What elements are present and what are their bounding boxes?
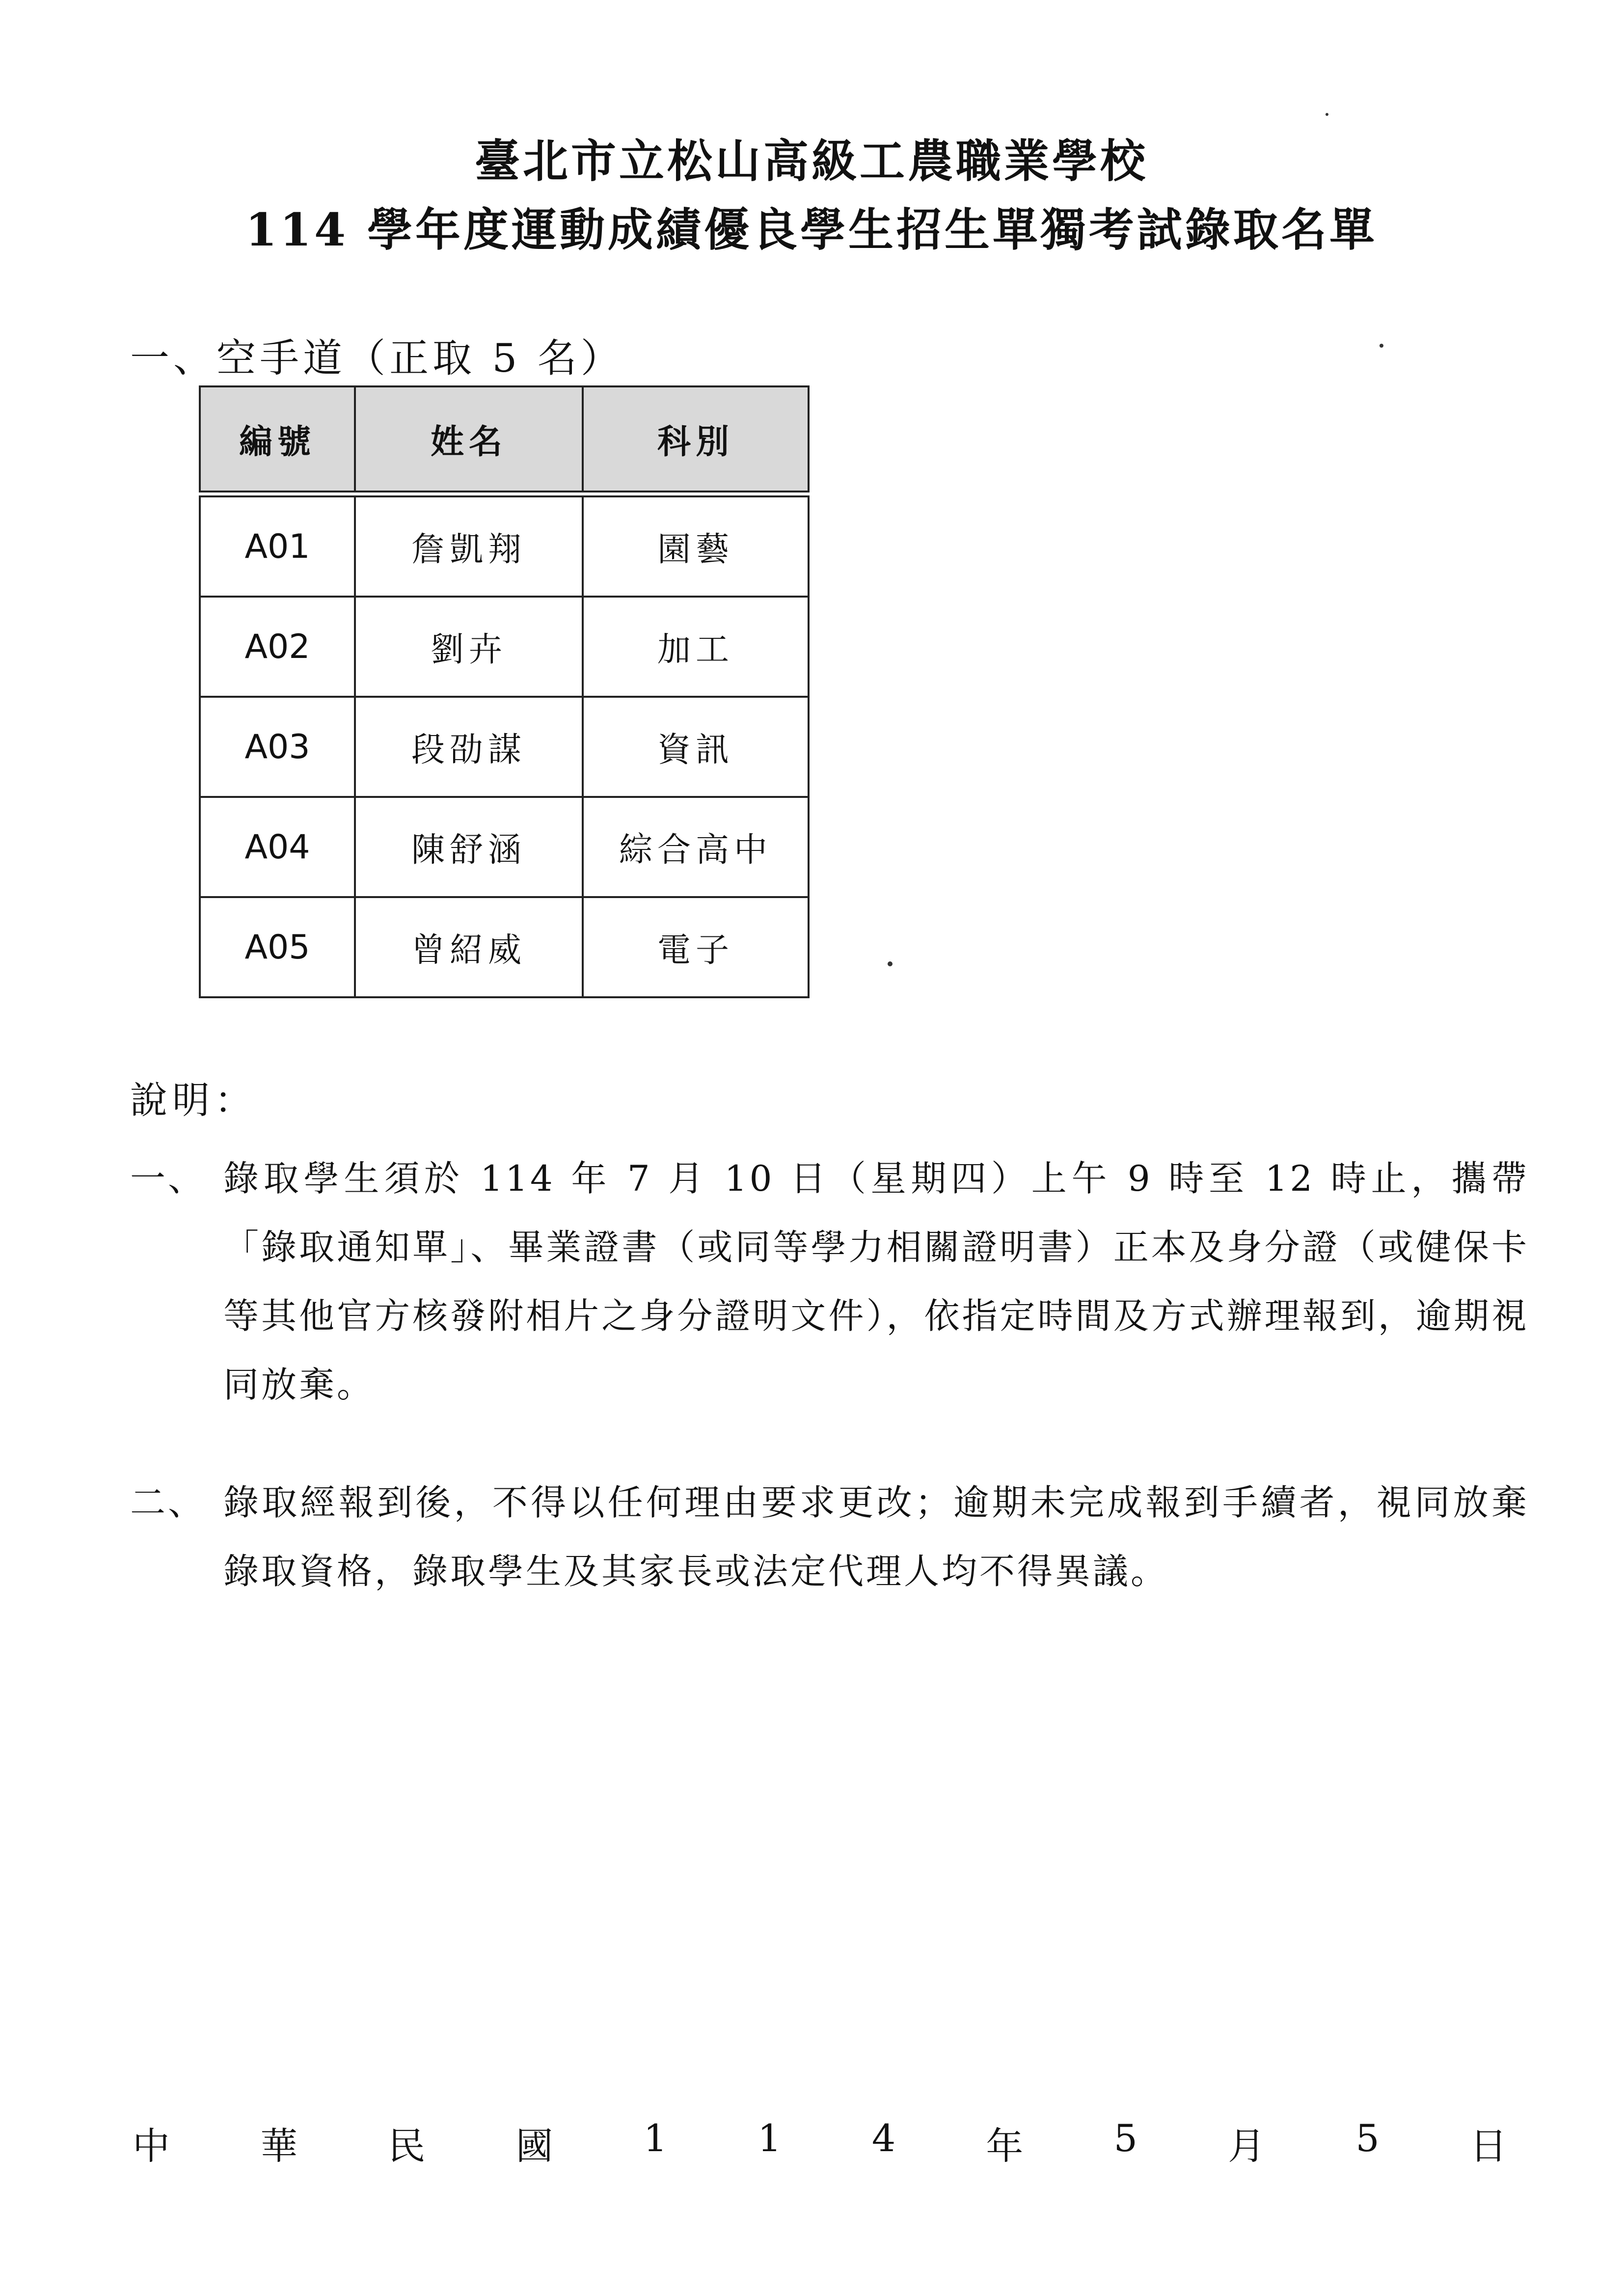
scan-speck bbox=[1325, 113, 1328, 116]
date-char: 1 bbox=[643, 2116, 668, 2160]
date-char: 國 bbox=[515, 2124, 553, 2168]
admission-table bbox=[199, 385, 810, 998]
cell-id: A04 bbox=[200, 797, 355, 897]
column-header-dept: 科別 bbox=[583, 386, 809, 492]
table-row bbox=[200, 897, 809, 997]
date-char: 4 bbox=[871, 2116, 896, 2160]
cell-id: A01 bbox=[200, 496, 355, 597]
table-row bbox=[200, 597, 809, 697]
cell-dept: 園藝 bbox=[583, 496, 809, 597]
document-title: 114 學年度運動成績優良學生招生單獨考試錄取名單 bbox=[245, 203, 1378, 256]
note-item bbox=[130, 1144, 1529, 1419]
cell-id: A03 bbox=[200, 697, 355, 797]
note-item bbox=[130, 1468, 1529, 1606]
column-header-id: 編號 bbox=[200, 386, 355, 492]
table-row bbox=[200, 797, 809, 897]
cell-name: 曾紹威 bbox=[355, 897, 583, 997]
date-char: 5 bbox=[1113, 2116, 1137, 2160]
cell-dept: 綜合高中 bbox=[583, 797, 809, 897]
footer-date bbox=[133, 2116, 1507, 2170]
scan-speck bbox=[888, 961, 893, 966]
note-text: 錄取經報到後，不得以任何理由要求更改；逾期未完成報到手續者，視同放棄錄取資格，錄取學生及其家長或法定代理人均不得異議。 bbox=[223, 1482, 1529, 1592]
note-number: 二、 bbox=[130, 1482, 206, 1523]
note-text: 錄取學生須於 114 年 7 月 10 日（星期四）上午 9 時至 12 時止，攜帶「錄取通知單」、畢業證書（或同等學力相關證明書）正本及身分證（或健保卡等其他官方核發附相片之身分證明文件），依指定時間及方式辦理報到，逾期視同放棄。 bbox=[223, 1158, 1529, 1405]
date-char: 5 bbox=[1355, 2116, 1380, 2160]
cell-dept: 加工 bbox=[583, 597, 809, 697]
cell-name: 陳舒涵 bbox=[355, 797, 583, 897]
date-char: 民 bbox=[388, 2124, 426, 2168]
table-spacer bbox=[200, 492, 809, 496]
date-char: 月 bbox=[1228, 2124, 1266, 2168]
cell-id: A05 bbox=[200, 897, 355, 997]
date-char: 1 bbox=[757, 2116, 782, 2160]
cell-dept: 電子 bbox=[583, 897, 809, 997]
table-row bbox=[200, 697, 809, 797]
section-heading: 一、空手道（正取 5 名） bbox=[130, 335, 624, 381]
spacer-cell bbox=[200, 492, 809, 496]
cell-name: 劉卉 bbox=[355, 597, 583, 697]
scan-speck bbox=[1380, 344, 1383, 348]
notes-heading: 說明： bbox=[130, 1078, 257, 1122]
school-name: 臺北市立松山高級工農職業學校 bbox=[474, 135, 1148, 188]
table-row bbox=[200, 496, 809, 597]
date-char: 華 bbox=[260, 2124, 298, 2168]
date-char: 年 bbox=[986, 2124, 1024, 2168]
cell-name: 詹凱翔 bbox=[355, 496, 583, 597]
date-char: 日 bbox=[1469, 2124, 1507, 2168]
cell-id: A02 bbox=[200, 597, 355, 697]
column-header-name: 姓名 bbox=[355, 386, 583, 492]
table-header-row bbox=[200, 386, 809, 492]
note-number: 一、 bbox=[130, 1158, 206, 1199]
cell-name: 段劭謀 bbox=[355, 697, 583, 797]
date-char: 中 bbox=[133, 2124, 170, 2168]
cell-dept: 資訊 bbox=[583, 697, 809, 797]
